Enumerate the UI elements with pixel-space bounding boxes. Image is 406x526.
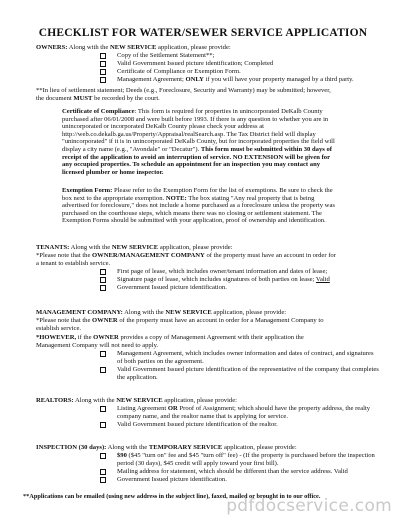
checkbox-tenant-id[interactable] (100, 285, 106, 291)
management-item2-line2: the application. (117, 374, 158, 381)
checkbox-lease-first-page[interactable] (100, 269, 106, 275)
checkbox-representative-id[interactable] (100, 367, 106, 373)
inspection-item3: Government Issued picture identification. (117, 476, 227, 483)
checkbox-settlement-statement[interactable] (100, 53, 106, 59)
tenants-note-line1: *Please note that the OWNER/MANAGEMENT COMPANY of the property must have an account in order for (36, 252, 336, 259)
exemption-label: Exemption Form: (62, 187, 113, 194)
owners-item-id: Valid Government Issued picture identification; Completed (117, 60, 274, 67)
compliance-paragraph: Certificate of Compliance: This form is required for properties in unincorporated DeKalb County purchased after 06/01/2008 and were built before 1993. If there is any question to whether you are in unincorporated or incorporated DeKalb County please check your address at http://web.co.dekalb.ga.us/Property/Appraisal/realSearch.asp. The Tax District field will display "unincorporated" if it is in unincorporated DeKalb County, but for incorporated properties the field will display a city name (e.g., "Avondale" or "Decatur"). This form must be submitted within 30 days of receipt of the application to avoid an interruption of service. NO EXTENSION will be given for any occupied properties. To schedule an appointment for an inspection you may contact any licensed plumber or home inspector. (62, 108, 335, 176)
tenants-item-signature-page: Signature page of lease, which includes signatures of both parties on lease; Valid (117, 276, 330, 283)
management-item2-line1: Valid Government Issued picture identification of the representative of the company that completes (117, 366, 379, 373)
management-note1-line1: *Please note that the OWNER of the property must have an account in order for a Management Company to (36, 317, 324, 324)
inspection-item1-line1: $90 ($45 "turn on" fee and $45 "turn off" fee) - (If the property is purchased before the inspection (117, 452, 375, 459)
owners-item-compliance: Certificate of Compliance or Exemption Form. (117, 68, 241, 75)
tenants-heading: TENANTS: (36, 244, 70, 251)
management-note2-line1: *HOWEVER, if the OWNER provides a copy of Management Agreement with their application the (36, 334, 304, 341)
inspection-item2: Mailing address for statement, which should be different than the service address. Valid (117, 468, 348, 475)
owners-heading: OWNERS: (36, 44, 68, 51)
management-note1-line2: establish service. (36, 325, 82, 332)
exemption-paragraph: Exemption Form: Please refer to the Exemption Form for the list of exemptions. Be sure to check the box next to the appropriate exemption. NOTE: The box stating "Any real property that is being advertised for foreclosure," does not include a home purchased as a foreclosure unless the property was purchased on the courthouse steps, which means there was no closing or settlement statement. The Exemption Forms should be submitted with your application, proof of ownership and identification. (62, 187, 335, 225)
tenants-item-first-page: First page of lease, which includes owner/tenant information and dates of lease; (117, 268, 328, 275)
realtors-heading: REALTORS: (36, 397, 74, 404)
realtors-item2: Valid Government Issued picture identification of the realtor. (117, 421, 278, 428)
owners-intro: OWNERS: Along with the NEW SERVICE application, please provide: (36, 44, 231, 51)
checkbox-inspection-fee[interactable] (100, 453, 106, 459)
management-note2-line2: Management Company will not need to apply. (36, 342, 159, 349)
management-item1-line2: of both parties on the agreement. (117, 358, 204, 365)
owners-note-line2: the document MUST be recorded by the court. (36, 95, 160, 102)
checkbox-management-agreement[interactable] (100, 351, 106, 357)
compliance-label: Certificate of Compliance (62, 108, 135, 115)
owners-item-settlement: Copy of the Settlement Statement**; (117, 52, 215, 59)
tenants-intro: TENANTS: Along with the NEW SERVICE application, please provide: (36, 244, 233, 251)
management-heading: MANAGEMENT COMPANY: (36, 309, 123, 316)
checkbox-owner-management-agreement[interactable] (100, 77, 106, 83)
owners-item-management: Management Agreement; ONLY if you will have your property managed by a third party. (117, 76, 354, 83)
checkbox-mailing-address[interactable] (100, 469, 106, 475)
page-title: CHECKLIST FOR WATER/SEWER SERVICE APPLICATION (38, 27, 368, 39)
inspection-item1-line2: period (30 days), $45 credit will apply toward your first bill). (117, 460, 279, 467)
inspection-heading: INSPECTION (30 days): (36, 444, 107, 451)
realtors-intro: REALTORS: Along with the NEW SERVICE application, please provide: (36, 397, 237, 404)
checkbox-inspection-id[interactable] (100, 477, 106, 483)
management-item1-line1: Management Agreement, which includes owner information and dates of contract, and signatures (117, 350, 374, 357)
tenants-note-line2: a tenant to establish service. (36, 260, 111, 267)
realtors-item1-line1: Listing Agreement OR Proof of Assignment; which should have the property address, the realty (117, 405, 371, 412)
tenants-item-id: Government Issued picture identification. (117, 284, 227, 291)
checkbox-compliance[interactable] (100, 69, 106, 75)
inspection-intro: INSPECTION (30 days): Along with the TEMPORARY SERVICE application, please provide: (36, 444, 297, 451)
watermark: pdfdocservice.com (226, 496, 392, 516)
checkbox-realtor-id[interactable] (100, 422, 106, 428)
footer-note: **Applications can be emailed (using new address in the subject line), faxed, mailed or brought in to our office. (23, 493, 321, 500)
checkbox-lease-signature-page[interactable] (100, 277, 106, 283)
checkbox-owner-id[interactable] (100, 61, 106, 67)
owners-note-line1: **In lieu of settlement statement; Deeds (e.g., Foreclosure, Security and Warranty) may be submitted; however, (36, 87, 331, 94)
management-intro: MANAGEMENT COMPANY: Along with the NEW SERVICE application, please provide: (36, 309, 287, 316)
realtors-item1-line2: company name, and the realtor name that is applying for service. (117, 413, 289, 420)
checkbox-listing-agreement[interactable] (100, 406, 106, 412)
